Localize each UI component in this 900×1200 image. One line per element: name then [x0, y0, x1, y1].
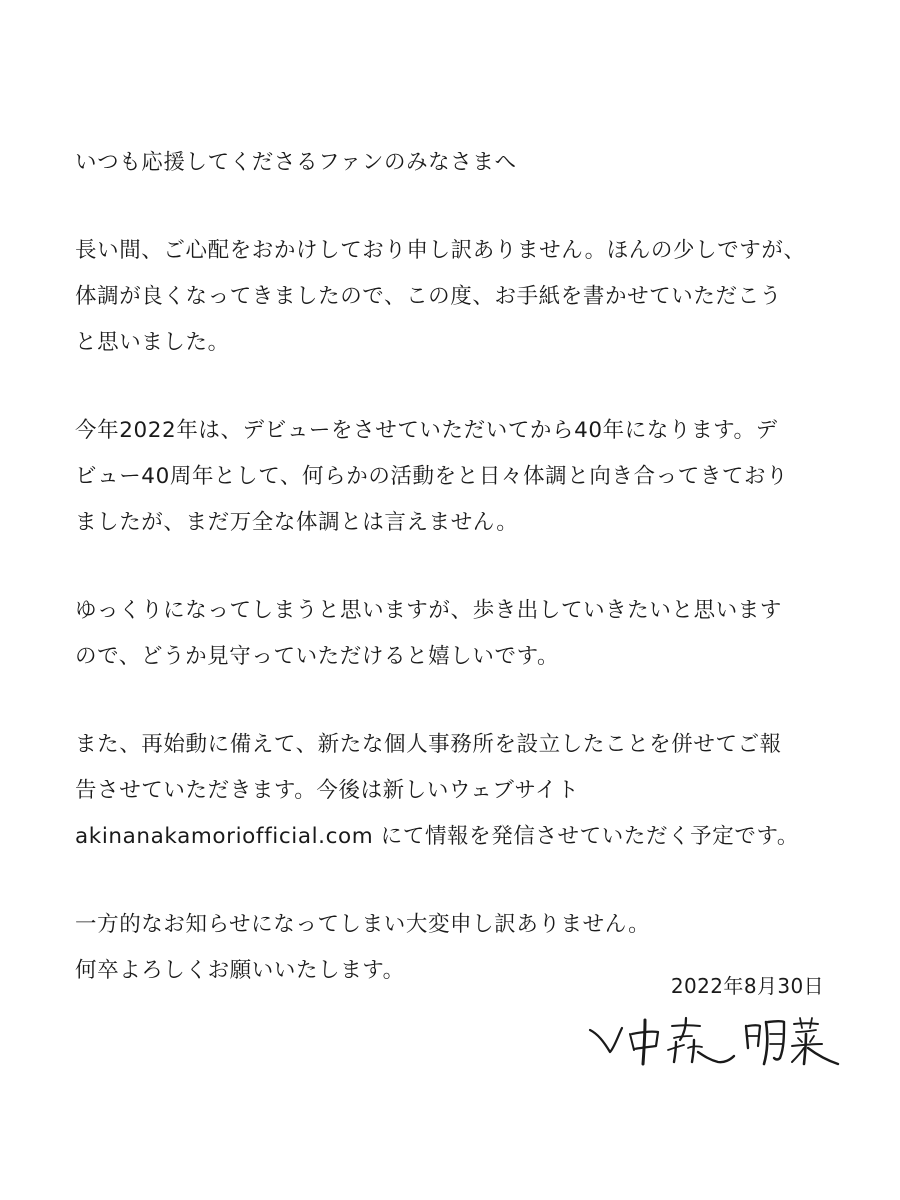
paragraph-gap	[75, 680, 835, 722]
paragraph-line: 一方的なお知らせになってしまい大変申し訳ありません。	[75, 912, 651, 937]
paragraph-line: 何卒よろしくお願いいたします。	[75, 958, 405, 983]
paragraph-2	[75, 408, 835, 546]
paragraph-line: akinanakamoriofficial.com にて情報を発信させていただく予定です。	[75, 824, 799, 849]
paragraph-gap	[75, 860, 835, 902]
paragraph-line: と思いました。	[75, 330, 230, 355]
paragraph-1	[75, 228, 835, 366]
paragraph-line: 今年2022年は、デビューをさせていただいてから40年になります。デ	[75, 418, 778, 443]
paragraph-gap	[75, 186, 835, 228]
paragraph-line: 告させていただきます。今後は新しいウェブサイト	[75, 778, 580, 803]
paragraph-gap	[75, 546, 835, 588]
paragraph-4	[75, 722, 835, 860]
paragraph-line: また、再始動に備えて、新たな個人事務所を設立したことを併せてご報	[75, 732, 782, 757]
handwritten-signature	[588, 1012, 844, 1070]
paragraph-line: ビュー40周年として、何らかの活動をと日々体調と向き合ってきており	[75, 464, 789, 489]
greeting: いつも応援してくださるファンのみなさまへ	[75, 150, 517, 175]
letter-date: 2022年8月30日	[670, 974, 824, 998]
paragraph-line: 体調が良くなってきましたので、この度、お手紙を書かせていただこう	[75, 284, 782, 309]
signature-strokes	[588, 1012, 844, 1070]
letter-body	[75, 140, 835, 994]
paragraph-3	[75, 588, 835, 680]
paragraph-line: ので、どうか見守っていただけると嬉しいです。	[75, 644, 560, 669]
paragraph-line: 長い間、ご心配をおかけしており申し訳ありません。ほんの少しですが、	[75, 238, 806, 263]
paragraph-line: ゆっくりになってしまうと思いますが、歩き出していきたいと思います	[75, 598, 782, 623]
paragraph-line: ましたが、まだ万全な体調とは言えません。	[75, 510, 519, 535]
paragraph-gap	[75, 366, 835, 408]
